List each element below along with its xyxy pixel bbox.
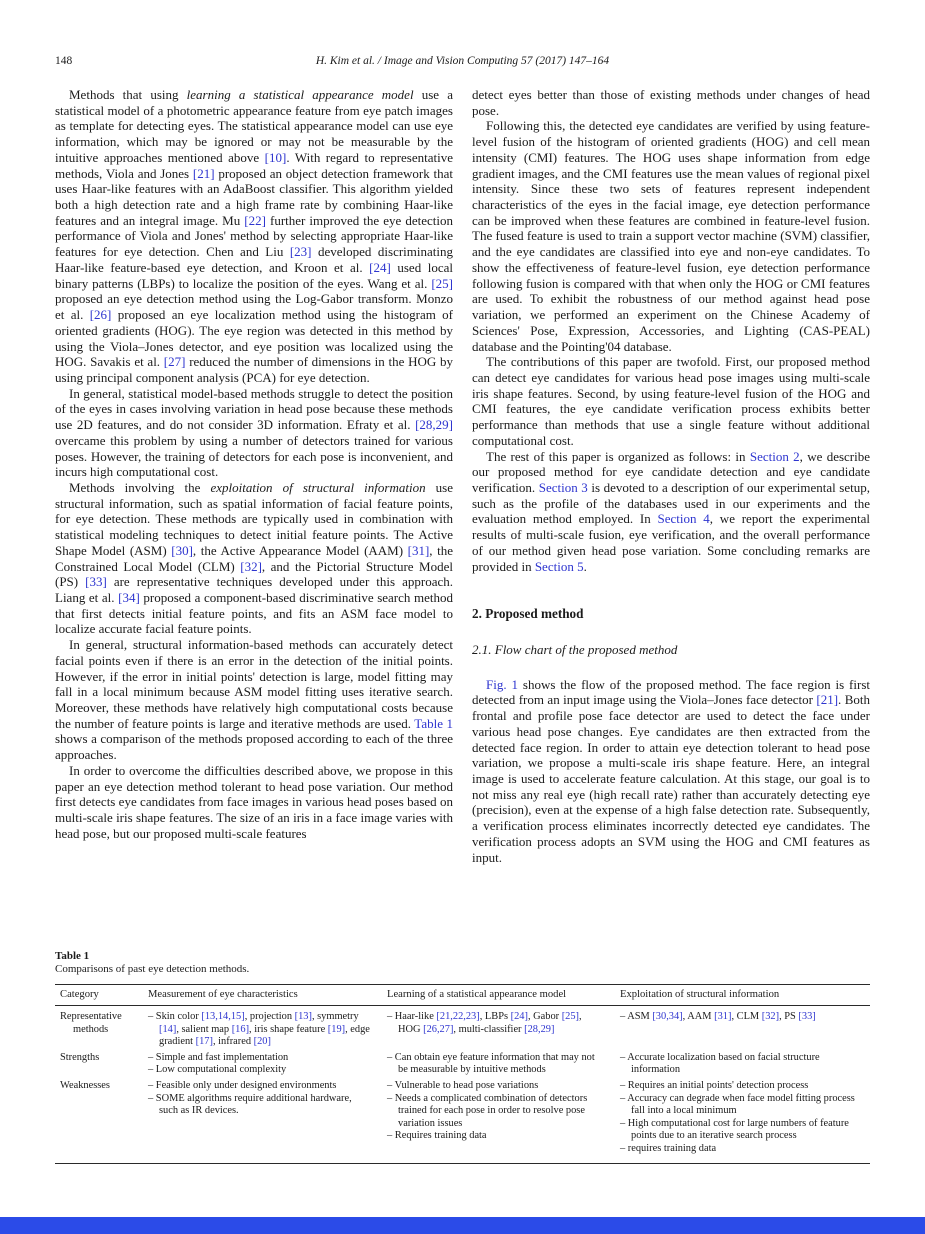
text-run: – Simple and fast implementation xyxy=(148,1051,289,1063)
text-run: , CLM xyxy=(731,1011,762,1022)
table-bullet-item xyxy=(620,1011,856,1024)
text-run: shows a comparison of the methods proposed according to each of the three approaches. xyxy=(55,731,453,763)
table-bullet-item xyxy=(387,1130,606,1143)
text-run: are representative techniques developed under this approach. Liang et al. xyxy=(55,574,453,605)
bottom-blue-bar xyxy=(0,1217,925,1234)
table-bullet-item xyxy=(620,1143,856,1156)
citation-link[interactable]: [20] xyxy=(253,1036,271,1048)
paragraph xyxy=(55,87,453,386)
text-run: In order to overcome the difficulties described above, we propose in this paper an eye detection method tolerant to head pose variation. Our method first detects eye candidates from face images in various head poses based on multi-scale iris shape features. The size of an iris in a face image varies with head pose, but our proposed multi-scale features xyxy=(55,762,453,841)
table-bullet-item xyxy=(387,1080,606,1093)
citation-link[interactable]: [30] xyxy=(171,542,193,558)
text-run: developed discriminating Haar-like feature-based eye detection, and Kroon et al. xyxy=(55,244,453,275)
citation-link[interactable]: [33] xyxy=(85,574,107,590)
paragraph xyxy=(472,354,870,448)
text-run: – Vulnerable to head pose variations xyxy=(387,1079,539,1091)
text-run: use structural information, such as spatial information of facial feature points, for eye detection. These methods are typically used in combination with statistical modeling techniques to detect initial feature points. The Active Shape Model (ASM) xyxy=(55,479,453,558)
table-cell xyxy=(387,1052,620,1077)
text-run: The rest of this paper is organized as follows: in xyxy=(486,448,750,464)
citation-link[interactable]: [16] xyxy=(231,1023,250,1035)
text-run: – SOME algorithms require additional hardware, such as IR devices. xyxy=(148,1092,352,1117)
text-run: proposed an eye detection method using the Log-Gabor transform. Monzo et al. xyxy=(55,291,453,323)
citation-link[interactable]: [25] xyxy=(561,1011,580,1022)
text-run: , symmetry xyxy=(311,1011,359,1022)
table-caption: Comparisons of past eye detection methods. xyxy=(55,963,250,975)
table-1 xyxy=(55,950,870,1164)
text-run: overcame this problem by using a number of detectors trained for various poses. However, the training of detectors for each pose is inconvenient, and incurs high computational cost. xyxy=(55,432,453,480)
text-run: 2. Proposed method xyxy=(472,606,584,622)
citation-link[interactable]: [23] xyxy=(289,244,312,260)
text-run: , we report the experimental results of multi-scale fusion, eye verification, and the overall performance of our method given head pose variation. Some concluding remarks are provided in xyxy=(472,511,871,574)
table-cell xyxy=(148,1052,387,1077)
table-bullet-item xyxy=(620,1080,856,1093)
table-cell xyxy=(387,1011,620,1049)
table-column-header: Measurement of eye characteristics xyxy=(148,989,298,1000)
text-run: . With regard to representative methods, Viola and Jones xyxy=(55,149,453,181)
table-rows xyxy=(55,1006,870,1163)
table-cell xyxy=(620,1011,870,1049)
table-cell xyxy=(387,1080,620,1156)
left-column xyxy=(55,87,453,865)
text-run: – Needs a complicated combination of detectors trained for each pose in order to resolve pose variation issues xyxy=(387,1092,588,1129)
text-run: , iris shape feature xyxy=(249,1023,328,1035)
table-cell xyxy=(620,1052,870,1077)
text-run: . Both frontal and profile pose face detector are used to detect the face under various head pose changes. Eye candidates are then extracted from the detected face region. In order to attain eye detection tolerant to head pose variation, we propose a multi-scale iris shape feature. Here, an integral image is used to accelerate feature calculation. At this stage, our goal is to not miss any real eye (high recall rate) rather than accurately detecting eye (precision), even at the expense of a high false detection rate. Subsequently, a verification process eliminates incorrectly detected eye candidates. The verification process adopts an SVM using the HOG and CMI features as input. xyxy=(472,692,870,865)
citation-link[interactable]: Fig. 1 xyxy=(486,676,518,692)
text-run: , edge gradient xyxy=(159,1023,370,1048)
table-bullet-item xyxy=(387,1052,606,1077)
text-run: proposed an object detection framework that uses Haar-like features with an AdaBoost classifier. This algorithm yielded both a high detection rate and a high frame rate by combining Haar-like features and an integral image. Mu xyxy=(55,165,454,228)
body-columns xyxy=(55,87,870,865)
citation-link[interactable]: [21] xyxy=(192,165,215,181)
text-run: use a statistical model of a photometric appearance feature from eye patch images as template for detecting eyes. The statistical appearance model can use eye information, which may be ignored or may not be measurable by the intuitive approaches mentioned above xyxy=(55,87,453,165)
table-row-category xyxy=(55,1080,148,1156)
text-run: , the Active Appearance Model (AAM) xyxy=(192,542,408,558)
text-run: proposed a component-based discriminative search method that first detects initial feature points, and fits an ASM face model to localize accurate facial feature points. xyxy=(55,590,453,637)
text-run: Following this, the detected eye candidates are verified by using feature-level fusion of the histogram of oriented gradients (HOG) and cell mean intensity (CMI) features. The HOG uses shape information from edge gradient images, and the CMI features use the mean values of regional pixel intensity. Since these two sets of features represent independent characteristics of the eyes in the facial image, eye detection performance can be improved when these features are combined in feature-level fusion. The fused feature is used to train a support vector machine (SVM) classifier, and the eye candidates are classified into eye and non-eye candidates. To show the effectiveness of feature-level fusion, eye detection performance following fusion is compared with that when only the HOG or CMI features are used. To exhibit the robustness of our method against head pose variation, we performed an experiment on the Chinese Academy of Sciences' Pose, Expression, Accessories, and Lighting (CAS-PEAL) database and the Pointing'04 database. xyxy=(472,118,870,354)
text-run: further improved the eye detection performance of Viola and Jones' method by selecting appropriate Haar-like features for eye detection. Chen and Liu xyxy=(55,212,453,260)
text-run: – Requires an initial points' detection process xyxy=(620,1079,809,1091)
right-column xyxy=(472,87,870,865)
text-run: – ASM xyxy=(620,1011,653,1022)
citation-link[interactable]: [28,29] xyxy=(524,1023,555,1035)
text-run: In general, statistical model-based methods struggle to detect the position of the eyes in cases involving variation in head pose because these methods use 2D features, and do not consider 3D information. Efraty et al. xyxy=(55,385,453,433)
text-run: , AAM xyxy=(682,1011,715,1022)
citation-link[interactable]: [32] xyxy=(761,1011,780,1022)
citation-link[interactable]: Section 4 xyxy=(657,511,710,527)
table-bullet-item xyxy=(620,1118,856,1143)
subsection-heading xyxy=(472,642,870,658)
citation-link[interactable]: [28,29] xyxy=(415,417,453,433)
text-run: , LBPs xyxy=(479,1011,511,1022)
text-run: , multi-classifier xyxy=(453,1023,525,1035)
citation-link[interactable]: Section 3 xyxy=(538,479,588,495)
table-bullet-item xyxy=(148,1052,373,1065)
text-run: detect eyes better than those of existing methods under changes of head pose. xyxy=(472,87,870,118)
citation-link[interactable]: [10] xyxy=(264,149,287,165)
text-run: reduced the number of dimensions in the HOG by using principal component analysis (PCA) for eye detection. xyxy=(55,354,453,385)
text-run: proposed an eye localization method using the histogram of oriented gradients (HOG). The eye region was detected in this method by using the Viola–Jones detector, and eye position was localized using the HOG. Savakis et al. xyxy=(55,307,453,370)
table-header-row xyxy=(55,985,870,1006)
citation-link[interactable]: Section 2 xyxy=(749,448,800,464)
table-body xyxy=(55,984,870,1164)
table-bullet-item xyxy=(148,1080,373,1093)
citation-link[interactable]: [21,22,23] xyxy=(436,1011,480,1022)
citation-link[interactable]: [13,14,15] xyxy=(201,1011,245,1022)
text-run: – Accuracy can degrade when face model fitting process fall into a local minimum xyxy=(620,1092,855,1117)
text-run: exploitation of structural information xyxy=(210,479,426,495)
citation-link[interactable]: [31] xyxy=(714,1011,732,1022)
text-run: The contributions of this paper are twofold. First, our proposed method can detect eye candidates for various head pose images using multi-scale iris shape features. Second, by using feature-level fusion of the HOG and CMI features, the eye candidate verification process exhibits better performance than methods that use a single feature without additional computational cost. xyxy=(472,354,870,448)
text-run: – requires training data xyxy=(620,1142,717,1154)
citation-link[interactable]: [31] xyxy=(407,542,430,558)
citation-link[interactable]: [24] xyxy=(369,259,391,275)
text-run: learning a statistical appearance model xyxy=(186,87,414,102)
paragraph xyxy=(472,677,870,866)
paragraph xyxy=(55,637,453,763)
citation-link[interactable]: [14] xyxy=(159,1023,177,1035)
citation-link[interactable]: [19] xyxy=(327,1023,346,1035)
text-run: – Low computational complexity xyxy=(148,1064,287,1076)
category-label: Strengths xyxy=(60,1051,100,1063)
running-head: H. Kim et al. / Image and Vision Computing 57 (2017) 147–164 xyxy=(315,55,610,67)
citation-link[interactable]: Section 5 xyxy=(534,558,584,574)
table-bullet-item xyxy=(148,1011,373,1049)
table-bullet-item xyxy=(387,1093,606,1131)
paragraph xyxy=(55,763,453,842)
citation-link[interactable]: [27] xyxy=(163,354,186,370)
citation-link[interactable]: Table 1 xyxy=(414,715,454,731)
text-run: – Can obtain eye feature information that may not be measurable by intuitive methods xyxy=(387,1051,595,1076)
text-run: , infrared xyxy=(212,1036,254,1048)
text-run: – Feasible only under designed environments xyxy=(148,1079,337,1091)
citation-link[interactable]: [26] xyxy=(89,307,112,323)
table-bullet-item xyxy=(148,1093,373,1118)
text-run: – High computational cost for large numbers of feature points due to an iterative search process xyxy=(620,1117,849,1142)
text-run: , salient map xyxy=(176,1023,232,1035)
text-run: , projection xyxy=(244,1011,295,1022)
text-run: 2.1. Flow chart of the proposed method xyxy=(472,642,678,657)
text-run: , we describe our proposed method for eye candidate detection and eye candidate verification. xyxy=(472,448,871,495)
citation-link[interactable]: [13] xyxy=(294,1011,312,1022)
text-run: , Gabor xyxy=(527,1011,562,1022)
table-cell xyxy=(148,1080,387,1156)
table-row-category xyxy=(55,1052,148,1077)
table-bullet-item xyxy=(387,1011,606,1036)
page-header xyxy=(55,55,870,67)
table-bullet-item xyxy=(620,1093,856,1118)
paragraph xyxy=(472,118,870,354)
citation-link[interactable]: [26,27] xyxy=(423,1023,454,1035)
text-run: – Requires training data xyxy=(387,1130,487,1142)
text-run: – Haar-like xyxy=(387,1011,437,1022)
citation-link[interactable]: [22] xyxy=(244,212,266,228)
table-cell xyxy=(148,1011,387,1049)
table-bullet-item xyxy=(148,1064,373,1077)
text-run: , HOG xyxy=(398,1011,582,1035)
text-run: Methods involving the xyxy=(69,479,211,495)
text-run: shows the flow of the proposed method. The face region is first detected from an input image using the Viola–Jones face detector xyxy=(472,676,870,708)
table-column-header: Learning of a statistical appearance model xyxy=(387,989,567,1000)
text-run: , the Constrained Local Model (CLM) xyxy=(55,542,453,574)
text-run: In general, structural information-based methods can accurately detect facial points even if there is an error in the detection of the initial points. However, if the error in initial points' detection is large, model fitting may fall in a local minimum because ASM model fitting uses iterative search. Moreover, these methods have relatively high computational costs because the number of feature points is large and iterative methods are used. xyxy=(55,637,453,731)
paragraph xyxy=(55,480,453,637)
table-row-category xyxy=(55,1011,148,1049)
section-heading xyxy=(472,606,870,622)
citation-link[interactable]: [33] xyxy=(798,1011,816,1022)
citation-link[interactable]: [24] xyxy=(510,1011,528,1022)
paragraph xyxy=(472,87,870,118)
citation-link[interactable]: [25] xyxy=(431,275,453,291)
citation-link[interactable]: [17] xyxy=(195,1036,213,1048)
text-run: – Accurate localization based on facial structure information xyxy=(620,1051,820,1076)
text-run: – Skin color xyxy=(148,1011,202,1022)
table-label: Table 1 xyxy=(55,950,90,962)
text-run: . xyxy=(583,558,587,574)
citation-link[interactable]: [21] xyxy=(816,692,839,708)
text-run: is devoted to a description of our experimental setup, such as the profile of the databases used in our experiments and the evaluation method employed. In xyxy=(472,479,870,527)
table-column-header: Category xyxy=(60,989,99,1000)
paragraph xyxy=(472,449,870,575)
table-cell xyxy=(620,1080,870,1156)
text-run: Methods that using xyxy=(69,87,187,102)
category-label: Representative methods xyxy=(60,1011,122,1035)
page-number: 148 xyxy=(55,55,73,67)
table-bullet-item xyxy=(620,1052,856,1077)
paragraph xyxy=(55,386,453,480)
text-run: , and the Pictorial Structure Model (PS) xyxy=(55,558,453,590)
citation-link[interactable]: [34] xyxy=(118,590,140,605)
text-run: used local binary patterns (LBPs) to localize the position of the eyes. Wang et al. xyxy=(55,259,453,291)
citation-link[interactable]: [32] xyxy=(240,558,262,574)
citation-link[interactable]: [30,34] xyxy=(652,1011,683,1022)
text-run: , PS xyxy=(779,1011,799,1022)
table-column-header: Exploitation of structural information xyxy=(620,989,780,1000)
category-label: Weaknesses xyxy=(60,1079,110,1091)
